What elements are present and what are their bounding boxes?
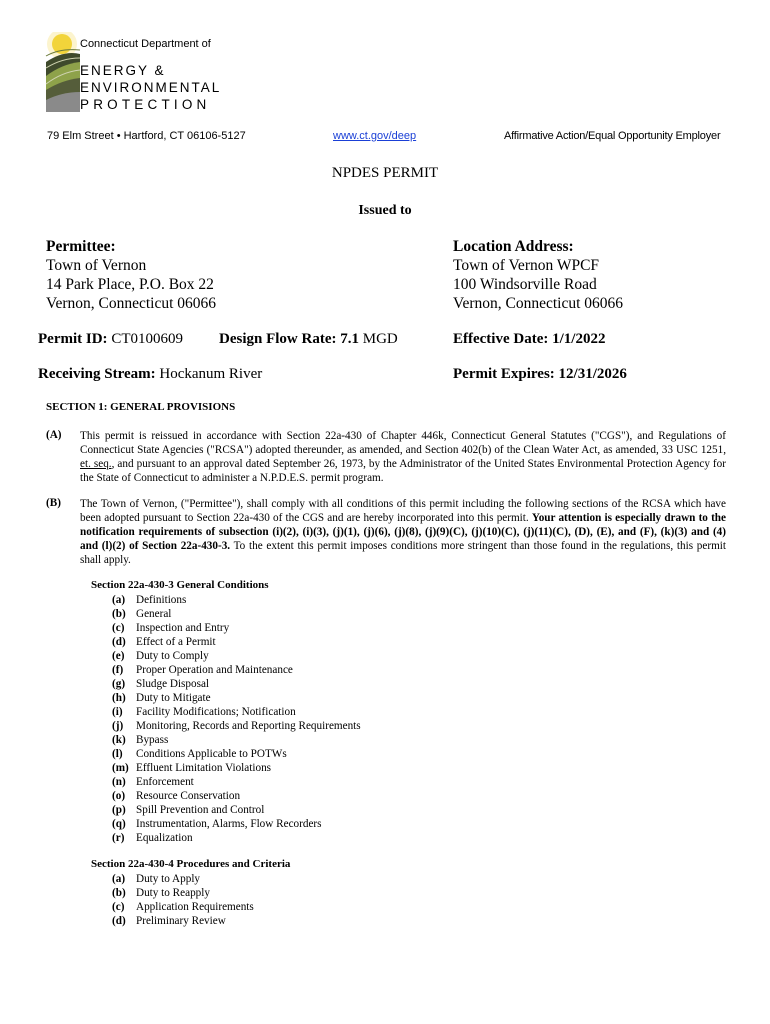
- permittee-heading: Permittee:: [46, 238, 116, 255]
- list-item-letter: (i): [112, 706, 123, 718]
- list-item-text: General: [136, 608, 172, 620]
- list-item-letter: (r): [112, 832, 125, 844]
- list-item-text: Effect of a Permit: [136, 636, 216, 648]
- paragraph-a-text-1: This permit is reissued in accordance with Section 22a-430 of Chapter 446k, Connecticut General Statutes ("CGS"), and Regulations of Connecticut State Agencies ("RCSA") adopted thereunder, as amended, and Section 402(b) of the Clean Water Act, as amended, 33 USC 1251,: [80, 430, 726, 456]
- list-item: [112, 593, 361, 607]
- list-item-text: Monitoring, Records and Reporting Requirements: [136, 720, 361, 732]
- list-item: [112, 789, 361, 803]
- location-block: [453, 237, 623, 313]
- list-item-text: Facility Modifications; Notification: [136, 706, 296, 718]
- paragraph-a-text-2: , and pursuant to an approval dated September 26, 1973, by the Administrator of the United States Environmental Protection Agency for the State of Connecticut to administer a N.P.D.E.S. permit program.: [80, 458, 726, 484]
- paragraph-b-notice: Your attention is especially drawn to the notification requirements of subsection (i)(2), (i)(3), (j)(1), (j)(6), (j)(8), (j)(9)(C), (j)(10)(C), (j)(11)(C), (D), (E), and (F), (k)(3) and (4) and (l)(2) of Section 22a-430-3.: [80, 512, 726, 552]
- list-item-letter: (a): [112, 594, 126, 606]
- receiving-stream-label: Receiving Stream:: [38, 366, 156, 382]
- list-item-letter: (f): [112, 664, 124, 676]
- permit-expires: Permit Expires: 12/31/2026: [453, 366, 627, 382]
- list-item: [112, 705, 361, 719]
- section-430-4-list: [112, 872, 254, 928]
- list-item-letter: (q): [112, 818, 126, 830]
- list-item-letter: (h): [112, 692, 126, 704]
- list-item: [112, 914, 254, 928]
- list-item-text: Preliminary Review: [136, 915, 226, 927]
- list-item-text: Bypass: [136, 734, 169, 746]
- logo-line-energy: ENERGY &: [80, 63, 166, 78]
- section-430-4-heading: Section 22a-430-4 Procedures and Criteria: [91, 858, 291, 870]
- list-item-letter: (m): [112, 762, 129, 774]
- list-item-letter: (g): [112, 678, 126, 690]
- receiving-stream: [38, 366, 262, 383]
- list-item-text: Proper Operation and Maintenance: [136, 664, 293, 676]
- list-item: [112, 900, 254, 914]
- list-item: [112, 677, 361, 691]
- permit-id: [38, 331, 183, 348]
- list-item-text: Duty to Comply: [136, 650, 209, 662]
- list-item: [112, 761, 361, 775]
- permittee-street: 14 Park Place, P.O. Box 22: [46, 276, 214, 293]
- paragraph-b-label: (B): [46, 497, 61, 509]
- list-item: [112, 803, 361, 817]
- permit-id-label: Permit ID:: [38, 331, 108, 347]
- permittee-city: Vernon, Connecticut 06066: [46, 295, 217, 312]
- list-item: [112, 886, 254, 900]
- list-item-text: Application Requirements: [136, 901, 254, 913]
- website-link[interactable]: www.ct.gov/deep: [333, 130, 417, 142]
- list-item: [112, 691, 361, 705]
- list-item-text: Instrumentation, Alarms, Flow Recorders: [136, 818, 322, 830]
- list-item: [112, 872, 254, 886]
- list-item-text: Resource Conservation: [136, 790, 241, 802]
- list-item-letter: (d): [112, 636, 126, 648]
- list-item: [112, 649, 361, 663]
- list-item-letter: (k): [112, 734, 126, 746]
- list-item-text: Enforcement: [136, 776, 194, 788]
- list-item-text: Conditions Applicable to POTWs: [136, 748, 287, 760]
- logo-line-protection: PROTECTION: [80, 97, 211, 112]
- location-name: Town of Vernon WPCF: [453, 257, 600, 274]
- list-item: [112, 733, 361, 747]
- design-flow-label: Design Flow Rate: 7.1: [219, 331, 359, 347]
- list-item-text: Duty to Reapply: [136, 887, 210, 899]
- permit-id-value: CT0100609: [111, 331, 183, 347]
- section-430-3-heading: Section 22a-430-3 General Conditions: [91, 579, 269, 591]
- list-item: [112, 719, 361, 733]
- list-item-text: Sludge Disposal: [136, 678, 210, 690]
- paragraph-b-text-2: To the extent this permit imposes conditions more stringent than those found in the regulations, this permit shall apply.: [80, 540, 726, 566]
- agency-address: 79 Elm Street • Hartford, CT 06106-5127: [47, 130, 246, 142]
- list-item: [112, 831, 361, 845]
- list-item-letter: (d): [112, 915, 126, 927]
- paragraph-a-et-seq: et. seq.: [80, 458, 112, 470]
- list-item-letter: (p): [112, 804, 126, 816]
- list-item: [112, 663, 361, 677]
- list-item-letter: (l): [112, 748, 123, 760]
- paragraph-a: [80, 429, 726, 485]
- list-item-letter: (c): [112, 901, 125, 913]
- location-city: Vernon, Connecticut 06066: [453, 295, 624, 312]
- effective-date: Effective Date: 1/1/2022: [453, 331, 606, 347]
- logo-department: Connecticut Department of: [80, 38, 211, 50]
- list-item: [112, 747, 361, 761]
- permittee-block: [46, 237, 216, 313]
- section-1-heading: SECTION 1: GENERAL PROVISIONS: [46, 401, 236, 413]
- list-item-letter: (n): [112, 776, 126, 788]
- list-item-letter: (o): [112, 790, 126, 802]
- logo-line-environmental: ENVIRONMENTAL: [80, 80, 222, 95]
- list-item: [112, 621, 361, 635]
- permittee-name: Town of Vernon: [46, 257, 147, 274]
- list-item: [112, 817, 361, 831]
- list-item-letter: (e): [112, 650, 125, 662]
- list-item-letter: (a): [112, 873, 126, 885]
- list-item-text: Inspection and Entry: [136, 622, 230, 634]
- list-item: [112, 635, 361, 649]
- list-item-letter: (c): [112, 622, 125, 634]
- receiving-stream-value: Hockanum River: [159, 366, 263, 382]
- list-item-letter: (b): [112, 608, 126, 620]
- list-item-letter: (b): [112, 887, 126, 899]
- design-flow-unit: MGD: [362, 331, 398, 347]
- list-item: [112, 775, 361, 789]
- location-street: 100 Windsorville Road: [453, 276, 597, 293]
- list-item-text: Duty to Mitigate: [136, 692, 211, 704]
- list-item-text: Spill Prevention and Control: [136, 804, 265, 816]
- paragraph-a-label: (A): [46, 429, 62, 441]
- list-item-letter: (j): [112, 720, 124, 732]
- list-item: [112, 607, 361, 621]
- paragraph-b-text-1: The Town of Vernon, ("Permittee"), shall comply with all conditions of this permit including the following sections of the RCSA which have been adopted pursuant to Section 22a-430 of the CGS and are hereby incorporated into this permit.: [80, 498, 726, 524]
- list-item-text: Effluent Limitation Violations: [136, 762, 272, 774]
- list-item-text: Definitions: [136, 594, 187, 606]
- location-heading: Location Address:: [453, 238, 574, 255]
- paragraph-b: [80, 497, 726, 567]
- list-item-text: Equalization: [136, 832, 193, 844]
- list-item-text: Duty to Apply: [136, 873, 201, 885]
- section-430-3-list: [112, 593, 361, 845]
- issued-to-heading: Issued to: [358, 203, 412, 218]
- eoe-statement: Affirmative Action/Equal Opportunity Employer: [504, 130, 721, 142]
- document-title: NPDES PERMIT: [331, 165, 439, 181]
- design-flow: [219, 331, 398, 348]
